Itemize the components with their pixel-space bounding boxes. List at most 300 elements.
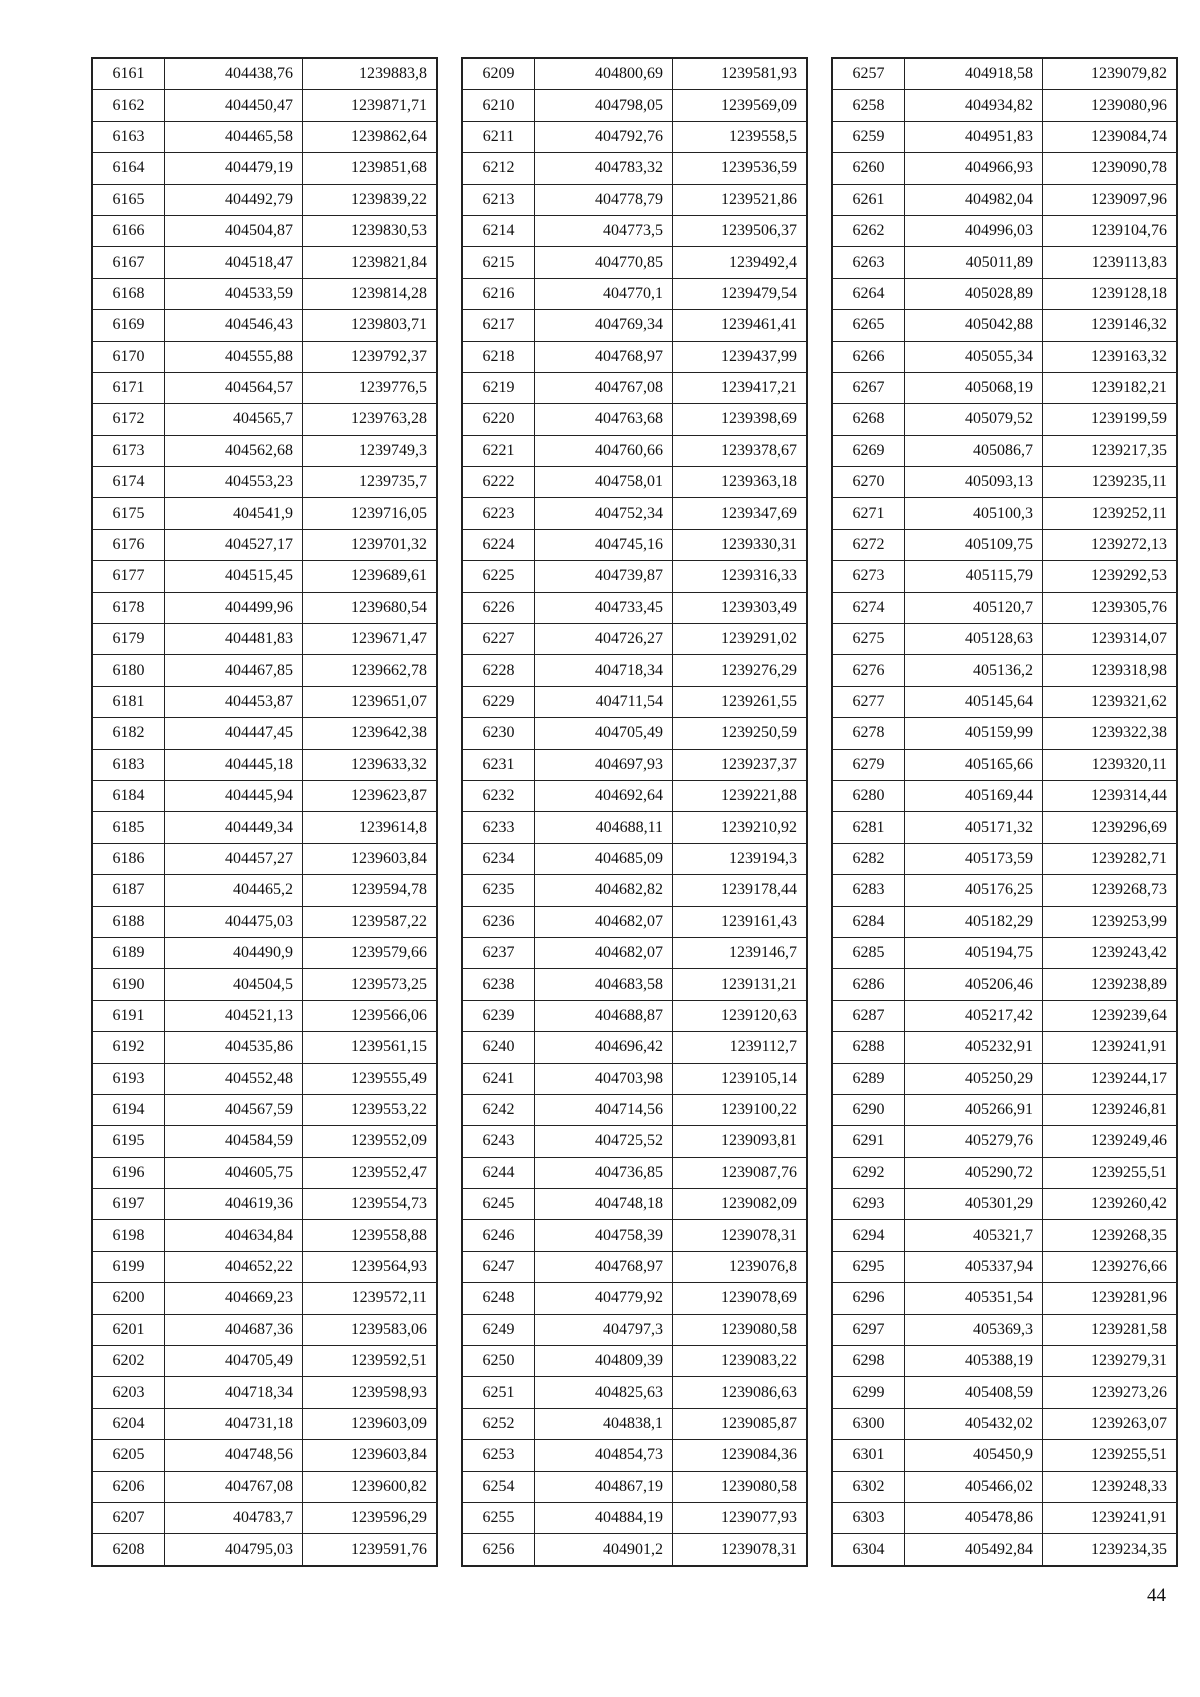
x-coordinate: 404527,17 bbox=[165, 529, 303, 560]
table-row bbox=[833, 1408, 1177, 1439]
point-number: 6183 bbox=[93, 749, 165, 780]
table-row bbox=[833, 1471, 1177, 1502]
table-row bbox=[833, 780, 1177, 811]
x-coordinate: 404652,22 bbox=[165, 1251, 303, 1282]
y-coordinate: 1239113,83 bbox=[1043, 247, 1177, 278]
table-row bbox=[833, 278, 1177, 309]
x-coordinate: 405169,44 bbox=[905, 780, 1043, 811]
point-number: 6214 bbox=[463, 215, 535, 246]
point-number: 6276 bbox=[833, 655, 905, 686]
point-number: 6271 bbox=[833, 498, 905, 529]
table-row bbox=[463, 1471, 807, 1502]
y-coordinate: 1239592,51 bbox=[303, 1346, 437, 1377]
x-coordinate: 404465,58 bbox=[165, 121, 303, 152]
y-coordinate: 1239316,33 bbox=[673, 561, 807, 592]
point-number: 6193 bbox=[93, 1063, 165, 1094]
x-coordinate: 404725,52 bbox=[535, 1126, 673, 1157]
table-row bbox=[463, 718, 807, 749]
y-coordinate: 1239268,35 bbox=[1043, 1220, 1177, 1251]
x-coordinate: 404854,73 bbox=[535, 1440, 673, 1471]
table-row bbox=[93, 1502, 437, 1533]
point-number: 6181 bbox=[93, 686, 165, 717]
y-coordinate: 1239579,66 bbox=[303, 937, 437, 968]
point-number: 6173 bbox=[93, 435, 165, 466]
table-row bbox=[463, 153, 807, 184]
x-coordinate: 404966,93 bbox=[905, 153, 1043, 184]
point-number: 6253 bbox=[463, 1440, 535, 1471]
table-row bbox=[93, 1063, 437, 1094]
y-coordinate: 1239583,06 bbox=[303, 1314, 437, 1345]
y-coordinate: 1239244,17 bbox=[1043, 1063, 1177, 1094]
y-coordinate: 1239194,3 bbox=[673, 843, 807, 874]
x-coordinate: 404748,18 bbox=[535, 1189, 673, 1220]
point-number: 6273 bbox=[833, 561, 905, 592]
x-coordinate: 404982,04 bbox=[905, 184, 1043, 215]
point-number: 6258 bbox=[833, 90, 905, 121]
x-coordinate: 405115,79 bbox=[905, 561, 1043, 592]
y-coordinate: 1239735,7 bbox=[303, 467, 437, 498]
point-number: 6177 bbox=[93, 561, 165, 592]
point-number: 6279 bbox=[833, 749, 905, 780]
x-coordinate: 404449,34 bbox=[165, 812, 303, 843]
x-coordinate: 404490,9 bbox=[165, 937, 303, 968]
point-number: 6202 bbox=[93, 1346, 165, 1377]
y-coordinate: 1239261,55 bbox=[673, 686, 807, 717]
y-coordinate: 1239554,73 bbox=[303, 1189, 437, 1220]
table-row bbox=[93, 1377, 437, 1408]
y-coordinate: 1239260,42 bbox=[1043, 1189, 1177, 1220]
y-coordinate: 1239239,64 bbox=[1043, 1000, 1177, 1031]
y-coordinate: 1239078,31 bbox=[673, 1220, 807, 1251]
table-row bbox=[833, 310, 1177, 341]
table-row bbox=[93, 1000, 437, 1031]
y-coordinate: 1239662,78 bbox=[303, 655, 437, 686]
table-row bbox=[833, 655, 1177, 686]
x-coordinate: 404553,23 bbox=[165, 467, 303, 498]
x-coordinate: 404492,79 bbox=[165, 184, 303, 215]
point-number: 6176 bbox=[93, 529, 165, 560]
point-number: 6248 bbox=[463, 1283, 535, 1314]
table-row bbox=[833, 372, 1177, 403]
y-coordinate: 1239120,63 bbox=[673, 1000, 807, 1031]
y-coordinate: 1239093,81 bbox=[673, 1126, 807, 1157]
table-row bbox=[93, 1440, 437, 1471]
point-number: 6244 bbox=[463, 1157, 535, 1188]
point-number: 6281 bbox=[833, 812, 905, 843]
x-coordinate: 404711,54 bbox=[535, 686, 673, 717]
y-coordinate: 1239614,8 bbox=[303, 812, 437, 843]
x-coordinate: 404918,58 bbox=[905, 59, 1043, 90]
y-coordinate: 1239749,3 bbox=[303, 435, 437, 466]
table-row bbox=[833, 1220, 1177, 1251]
table-row bbox=[93, 121, 437, 152]
x-coordinate: 404584,59 bbox=[165, 1126, 303, 1157]
table-row bbox=[833, 1440, 1177, 1471]
x-coordinate: 404619,36 bbox=[165, 1189, 303, 1220]
point-number: 6300 bbox=[833, 1408, 905, 1439]
point-number: 6288 bbox=[833, 1032, 905, 1063]
x-coordinate: 404767,08 bbox=[165, 1471, 303, 1502]
point-number: 6297 bbox=[833, 1314, 905, 1345]
point-number: 6231 bbox=[463, 749, 535, 780]
x-coordinate: 404714,56 bbox=[535, 1094, 673, 1125]
point-number: 6227 bbox=[463, 624, 535, 655]
y-coordinate: 1239279,31 bbox=[1043, 1346, 1177, 1377]
table-row bbox=[463, 90, 807, 121]
y-coordinate: 1239552,47 bbox=[303, 1157, 437, 1188]
y-coordinate: 1239558,5 bbox=[673, 121, 807, 152]
table-row bbox=[93, 247, 437, 278]
table-row bbox=[463, 529, 807, 560]
table-row bbox=[463, 937, 807, 968]
point-number: 6210 bbox=[463, 90, 535, 121]
table-row bbox=[93, 1471, 437, 1502]
x-coordinate: 404800,69 bbox=[535, 59, 673, 90]
table-row bbox=[833, 341, 1177, 372]
point-number: 6190 bbox=[93, 969, 165, 1000]
x-coordinate: 404445,94 bbox=[165, 780, 303, 811]
y-coordinate: 1239252,11 bbox=[1043, 498, 1177, 529]
table-row bbox=[93, 561, 437, 592]
x-coordinate: 404731,18 bbox=[165, 1408, 303, 1439]
point-number: 6162 bbox=[93, 90, 165, 121]
table-row bbox=[463, 1032, 807, 1063]
table-row bbox=[463, 247, 807, 278]
y-coordinate: 1239363,18 bbox=[673, 467, 807, 498]
point-number: 6289 bbox=[833, 1063, 905, 1094]
point-number: 6295 bbox=[833, 1251, 905, 1282]
table-row bbox=[833, 1502, 1177, 1533]
y-coordinate: 1239680,54 bbox=[303, 592, 437, 623]
y-coordinate: 1239082,09 bbox=[673, 1189, 807, 1220]
table-row bbox=[463, 1314, 807, 1345]
table-row bbox=[833, 1346, 1177, 1377]
point-number: 6199 bbox=[93, 1251, 165, 1282]
y-coordinate: 1239076,8 bbox=[673, 1251, 807, 1282]
x-coordinate: 404768,97 bbox=[535, 1251, 673, 1282]
point-number: 6212 bbox=[463, 153, 535, 184]
point-number: 6304 bbox=[833, 1534, 905, 1565]
x-coordinate: 404479,19 bbox=[165, 153, 303, 184]
x-coordinate: 405011,89 bbox=[905, 247, 1043, 278]
x-coordinate: 404504,87 bbox=[165, 215, 303, 246]
table-row bbox=[833, 875, 1177, 906]
table-row bbox=[93, 749, 437, 780]
point-number: 6169 bbox=[93, 310, 165, 341]
point-number: 6269 bbox=[833, 435, 905, 466]
y-coordinate: 1239276,29 bbox=[673, 655, 807, 686]
y-coordinate: 1239569,09 bbox=[673, 90, 807, 121]
point-number: 6218 bbox=[463, 341, 535, 372]
x-coordinate: 404499,96 bbox=[165, 592, 303, 623]
y-coordinate: 1239182,21 bbox=[1043, 372, 1177, 403]
point-number: 6237 bbox=[463, 937, 535, 968]
table-row bbox=[93, 843, 437, 874]
y-coordinate: 1239671,47 bbox=[303, 624, 437, 655]
x-coordinate: 405028,89 bbox=[905, 278, 1043, 309]
table-row bbox=[833, 1126, 1177, 1157]
x-coordinate: 404748,56 bbox=[165, 1440, 303, 1471]
point-number: 6198 bbox=[93, 1220, 165, 1251]
x-coordinate: 404685,09 bbox=[535, 843, 673, 874]
y-coordinate: 1239296,69 bbox=[1043, 812, 1177, 843]
y-coordinate: 1239079,82 bbox=[1043, 59, 1177, 90]
y-coordinate: 1239131,21 bbox=[673, 969, 807, 1000]
point-number: 6171 bbox=[93, 372, 165, 403]
y-coordinate: 1239246,81 bbox=[1043, 1094, 1177, 1125]
x-coordinate: 404453,87 bbox=[165, 686, 303, 717]
x-coordinate: 404779,92 bbox=[535, 1283, 673, 1314]
y-coordinate: 1239272,13 bbox=[1043, 529, 1177, 560]
table-row bbox=[463, 906, 807, 937]
y-coordinate: 1239248,33 bbox=[1043, 1471, 1177, 1502]
point-number: 6252 bbox=[463, 1408, 535, 1439]
y-coordinate: 1239217,35 bbox=[1043, 435, 1177, 466]
table-row bbox=[463, 780, 807, 811]
point-number: 6201 bbox=[93, 1314, 165, 1345]
y-coordinate: 1239564,93 bbox=[303, 1251, 437, 1282]
table-row bbox=[833, 1251, 1177, 1282]
y-coordinate: 1239776,5 bbox=[303, 372, 437, 403]
x-coordinate: 404745,16 bbox=[535, 529, 673, 560]
x-coordinate: 404760,66 bbox=[535, 435, 673, 466]
point-number: 6250 bbox=[463, 1346, 535, 1377]
table-row bbox=[463, 843, 807, 874]
point-number: 6224 bbox=[463, 529, 535, 560]
point-number: 6168 bbox=[93, 278, 165, 309]
table-row bbox=[93, 906, 437, 937]
point-number: 6175 bbox=[93, 498, 165, 529]
x-coordinate: 404867,19 bbox=[535, 1471, 673, 1502]
y-coordinate: 1239417,21 bbox=[673, 372, 807, 403]
y-coordinate: 1239623,87 bbox=[303, 780, 437, 811]
x-coordinate: 404445,18 bbox=[165, 749, 303, 780]
x-coordinate: 404726,27 bbox=[535, 624, 673, 655]
point-number: 6277 bbox=[833, 686, 905, 717]
table-row bbox=[463, 1408, 807, 1439]
table-row bbox=[833, 153, 1177, 184]
x-coordinate: 404718,34 bbox=[165, 1377, 303, 1408]
y-coordinate: 1239085,87 bbox=[673, 1408, 807, 1439]
y-coordinate: 1239276,66 bbox=[1043, 1251, 1177, 1282]
point-number: 6184 bbox=[93, 780, 165, 811]
table-row bbox=[833, 184, 1177, 215]
point-number: 6207 bbox=[93, 1502, 165, 1533]
point-number: 6278 bbox=[833, 718, 905, 749]
table-row bbox=[463, 1377, 807, 1408]
y-coordinate: 1239281,58 bbox=[1043, 1314, 1177, 1345]
table-row bbox=[463, 372, 807, 403]
y-coordinate: 1239235,11 bbox=[1043, 467, 1177, 498]
y-coordinate: 1239821,84 bbox=[303, 247, 437, 278]
point-number: 6211 bbox=[463, 121, 535, 152]
x-coordinate: 404515,45 bbox=[165, 561, 303, 592]
y-coordinate: 1239243,42 bbox=[1043, 937, 1177, 968]
y-coordinate: 1239281,96 bbox=[1043, 1283, 1177, 1314]
y-coordinate: 1239253,99 bbox=[1043, 906, 1177, 937]
coordinates-table-1 bbox=[92, 58, 437, 1566]
x-coordinate: 404768,97 bbox=[535, 341, 673, 372]
table-row bbox=[833, 90, 1177, 121]
table-row bbox=[93, 59, 437, 90]
y-coordinate: 1239291,02 bbox=[673, 624, 807, 655]
table-row bbox=[93, 1251, 437, 1282]
x-coordinate: 405068,19 bbox=[905, 372, 1043, 403]
table-row bbox=[93, 624, 437, 655]
point-number: 6187 bbox=[93, 875, 165, 906]
point-number: 6260 bbox=[833, 153, 905, 184]
table-row bbox=[833, 561, 1177, 592]
table-row bbox=[833, 1377, 1177, 1408]
table-row bbox=[833, 906, 1177, 937]
table-row bbox=[93, 1094, 437, 1125]
y-coordinate: 1239851,68 bbox=[303, 153, 437, 184]
table-row bbox=[833, 1189, 1177, 1220]
x-coordinate: 404951,83 bbox=[905, 121, 1043, 152]
y-coordinate: 1239238,89 bbox=[1043, 969, 1177, 1000]
y-coordinate: 1239792,37 bbox=[303, 341, 437, 372]
x-coordinate: 405408,59 bbox=[905, 1377, 1043, 1408]
table-row bbox=[463, 278, 807, 309]
x-coordinate: 404703,98 bbox=[535, 1063, 673, 1094]
point-number: 6247 bbox=[463, 1251, 535, 1282]
point-number: 6163 bbox=[93, 121, 165, 152]
point-number: 6189 bbox=[93, 937, 165, 968]
table-row bbox=[93, 1189, 437, 1220]
point-number: 6283 bbox=[833, 875, 905, 906]
x-coordinate: 405290,72 bbox=[905, 1157, 1043, 1188]
table-row bbox=[93, 404, 437, 435]
x-coordinate: 405145,64 bbox=[905, 686, 1043, 717]
point-number: 6255 bbox=[463, 1502, 535, 1533]
x-coordinate: 404763,68 bbox=[535, 404, 673, 435]
y-coordinate: 1239146,7 bbox=[673, 937, 807, 968]
point-number: 6263 bbox=[833, 247, 905, 278]
y-coordinate: 1239112,7 bbox=[673, 1032, 807, 1063]
x-coordinate: 404475,03 bbox=[165, 906, 303, 937]
table-row bbox=[463, 1502, 807, 1533]
x-coordinate: 404565,7 bbox=[165, 404, 303, 435]
table-row bbox=[463, 1534, 807, 1565]
table-row bbox=[833, 812, 1177, 843]
table-row bbox=[833, 969, 1177, 1000]
point-number: 6200 bbox=[93, 1283, 165, 1314]
x-coordinate: 404739,87 bbox=[535, 561, 673, 592]
y-coordinate: 1239558,88 bbox=[303, 1220, 437, 1251]
table-row bbox=[833, 843, 1177, 874]
table-row bbox=[463, 341, 807, 372]
x-coordinate: 405351,54 bbox=[905, 1283, 1043, 1314]
y-coordinate: 1239100,22 bbox=[673, 1094, 807, 1125]
table-row bbox=[93, 153, 437, 184]
x-coordinate: 404934,82 bbox=[905, 90, 1043, 121]
point-number: 6233 bbox=[463, 812, 535, 843]
y-coordinate: 1239318,98 bbox=[1043, 655, 1177, 686]
x-coordinate: 404481,83 bbox=[165, 624, 303, 655]
x-coordinate: 404669,23 bbox=[165, 1283, 303, 1314]
y-coordinate: 1239210,92 bbox=[673, 812, 807, 843]
x-coordinate: 405250,29 bbox=[905, 1063, 1043, 1094]
y-coordinate: 1239594,78 bbox=[303, 875, 437, 906]
y-coordinate: 1239104,76 bbox=[1043, 215, 1177, 246]
x-coordinate: 404552,48 bbox=[165, 1063, 303, 1094]
x-coordinate: 404682,82 bbox=[535, 875, 673, 906]
y-coordinate: 1239573,25 bbox=[303, 969, 437, 1000]
x-coordinate: 404438,76 bbox=[165, 59, 303, 90]
table-row bbox=[93, 215, 437, 246]
point-number: 6174 bbox=[93, 467, 165, 498]
x-coordinate: 405478,86 bbox=[905, 1502, 1043, 1533]
x-coordinate: 404758,39 bbox=[535, 1220, 673, 1251]
point-number: 6205 bbox=[93, 1440, 165, 1471]
table-row bbox=[833, 1314, 1177, 1345]
point-number: 6197 bbox=[93, 1189, 165, 1220]
table-row bbox=[93, 1220, 437, 1251]
y-coordinate: 1239603,84 bbox=[303, 843, 437, 874]
point-number: 6170 bbox=[93, 341, 165, 372]
point-number: 6266 bbox=[833, 341, 905, 372]
y-coordinate: 1239398,69 bbox=[673, 404, 807, 435]
y-coordinate: 1239883,8 bbox=[303, 59, 437, 90]
y-coordinate: 1239105,14 bbox=[673, 1063, 807, 1094]
y-coordinate: 1239078,31 bbox=[673, 1534, 807, 1565]
point-number: 6229 bbox=[463, 686, 535, 717]
x-coordinate: 405321,7 bbox=[905, 1220, 1043, 1251]
table-row bbox=[93, 90, 437, 121]
x-coordinate: 404521,13 bbox=[165, 1000, 303, 1031]
x-coordinate: 404838,1 bbox=[535, 1408, 673, 1439]
y-coordinate: 1239603,84 bbox=[303, 1440, 437, 1471]
x-coordinate: 405165,66 bbox=[905, 749, 1043, 780]
point-number: 6236 bbox=[463, 906, 535, 937]
table-row bbox=[463, 215, 807, 246]
y-coordinate: 1239255,51 bbox=[1043, 1440, 1177, 1471]
y-coordinate: 1239080,58 bbox=[673, 1314, 807, 1345]
x-coordinate: 404718,34 bbox=[535, 655, 673, 686]
y-coordinate: 1239603,09 bbox=[303, 1408, 437, 1439]
point-number: 6264 bbox=[833, 278, 905, 309]
y-coordinate: 1239553,22 bbox=[303, 1094, 437, 1125]
point-number: 6301 bbox=[833, 1440, 905, 1471]
table-row bbox=[833, 937, 1177, 968]
table-row bbox=[93, 1157, 437, 1188]
y-coordinate: 1239161,43 bbox=[673, 906, 807, 937]
point-number: 6186 bbox=[93, 843, 165, 874]
point-number: 6203 bbox=[93, 1377, 165, 1408]
y-coordinate: 1239292,53 bbox=[1043, 561, 1177, 592]
point-number: 6249 bbox=[463, 1314, 535, 1345]
point-number: 6272 bbox=[833, 529, 905, 560]
y-coordinate: 1239303,49 bbox=[673, 592, 807, 623]
table-row bbox=[93, 1126, 437, 1157]
y-coordinate: 1239689,61 bbox=[303, 561, 437, 592]
x-coordinate: 404696,42 bbox=[535, 1032, 673, 1063]
table-row bbox=[833, 121, 1177, 152]
point-number: 6285 bbox=[833, 937, 905, 968]
table-row bbox=[833, 435, 1177, 466]
point-number: 6164 bbox=[93, 153, 165, 184]
y-coordinate: 1239763,28 bbox=[303, 404, 437, 435]
x-coordinate: 404467,85 bbox=[165, 655, 303, 686]
x-coordinate: 404605,75 bbox=[165, 1157, 303, 1188]
point-number: 6215 bbox=[463, 247, 535, 278]
x-coordinate: 404504,5 bbox=[165, 969, 303, 1000]
point-number: 6191 bbox=[93, 1000, 165, 1031]
y-coordinate: 1239803,71 bbox=[303, 310, 437, 341]
point-number: 6291 bbox=[833, 1126, 905, 1157]
y-coordinate: 1239077,93 bbox=[673, 1502, 807, 1533]
table-row bbox=[463, 498, 807, 529]
